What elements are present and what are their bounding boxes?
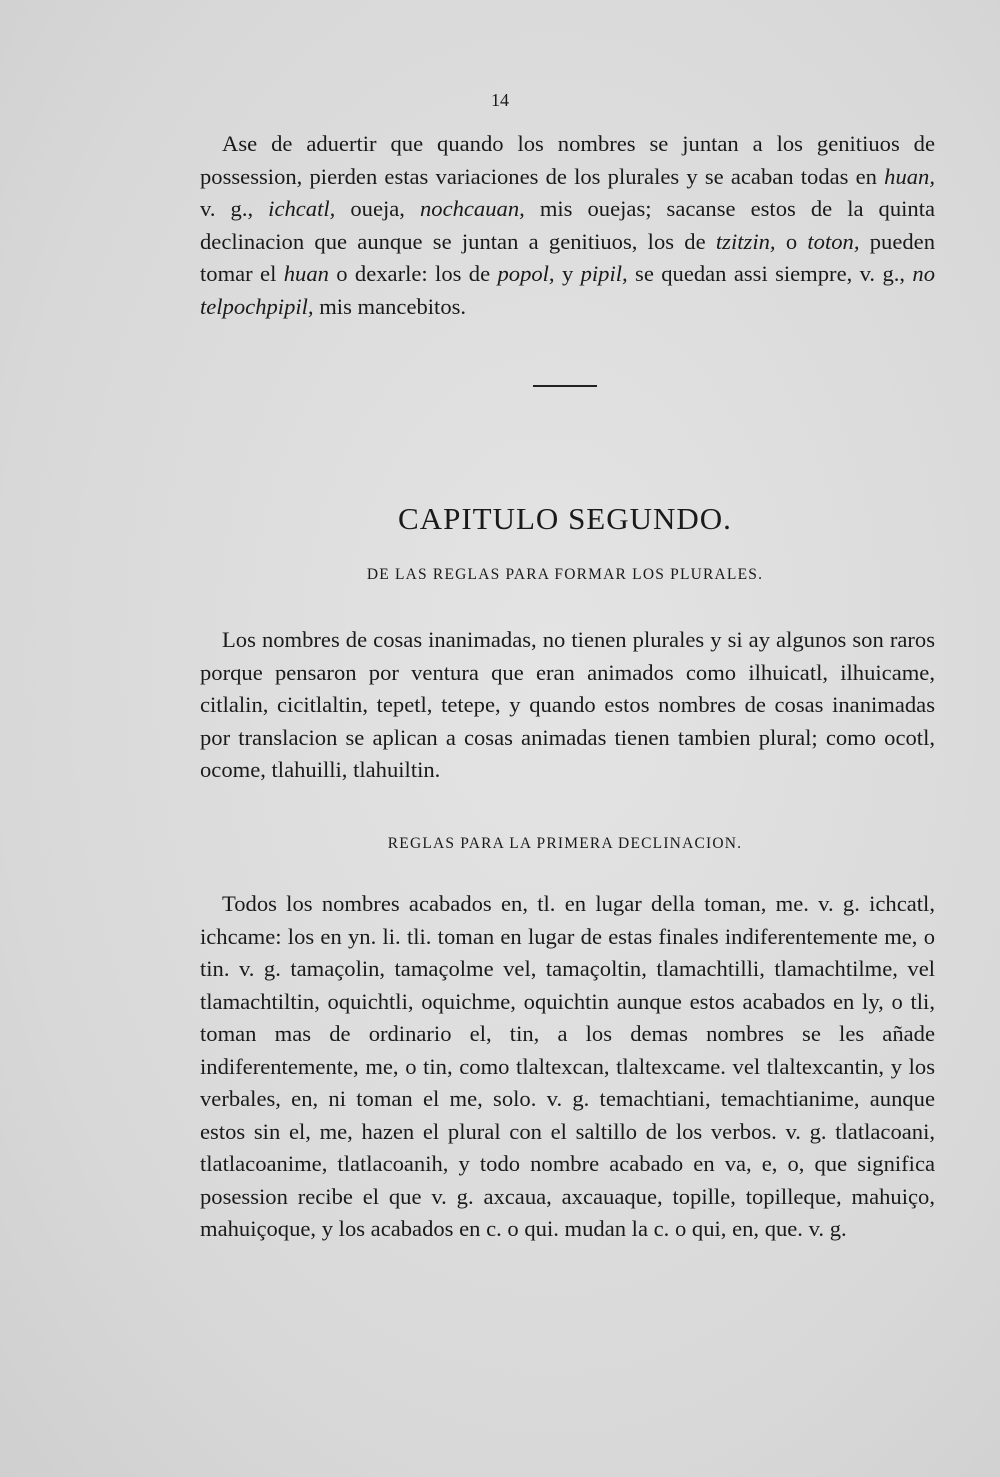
section-heading: REGLAS PARA LA PRIMERA DECLINACION. xyxy=(387,835,743,852)
italic-term: huan, xyxy=(884,163,935,189)
page-number: 14 xyxy=(491,90,509,110)
text-run: oueja, xyxy=(335,196,420,221)
italic-term: toton, xyxy=(807,228,860,254)
text-run: y xyxy=(554,261,581,286)
italic-term: huan xyxy=(283,261,329,286)
italic-term: nochcauan, xyxy=(419,196,525,221)
text-run: v. g., xyxy=(200,196,269,221)
chapter-subtitle: DE LAS REGLAS PARA FORMAR LOS PLURALES. xyxy=(366,566,764,583)
italic-term: ichcatl, xyxy=(268,196,336,221)
text-run: pueden tomar el xyxy=(200,228,935,286)
intro-text xyxy=(200,128,935,323)
text-run: mis mancebitos. xyxy=(313,293,467,319)
italic-term: tzitzin, xyxy=(715,228,776,254)
chapter-title: CAPITULO SEGUNDO. xyxy=(398,501,732,536)
text-run: o dexarle: los de xyxy=(328,261,498,286)
text-run: Ase de aduertir que quando los nombres se juntan a los genitiuos de possession, pierden estas variaciones de los plurales y se acaban todas en xyxy=(200,131,935,189)
paragraph-text: Los nombres de cosas inanimadas, no tienen plurales y si ay algunos son raros porque pensaron por ventura que eran animados como ilhuicatl, ilhuicame, citlalin, cicitlaltin, tepetl, tetepe, y quando estos nombres de cosas inanimadas por translacion se aplican a cosas animadas tienen tambien plural; como ocotl, ocome, tlahuilli, tlahuiltin. xyxy=(200,627,935,782)
italic-term: popol, xyxy=(497,261,555,286)
body-paragraph-1 xyxy=(200,624,935,787)
text-run: mis ouejas; sacanse estos de la quinta declinacion que aunque se juntan a genitiuos, los de xyxy=(200,196,936,254)
italic-term: pipil, xyxy=(580,261,628,286)
text-run: se quedan assi siempre, v. g., xyxy=(627,261,913,286)
intro-paragraph xyxy=(200,128,935,323)
text-run: o xyxy=(775,228,808,254)
body-paragraph-2 xyxy=(200,888,935,1246)
section-divider xyxy=(533,385,597,387)
paragraph-text: Todos los nombres acabados en, tl. en lugar della toman, me. v. g. ichcatl, ichcame: los en yn. li. tli. toman en lugar de estas finales indiferentemente me, o tin. v. g. tamaçolin, tamaçolme vel, tamaçoltin, tlamachtilli, tlamachtilme, vel tlamachtiltin, oquichtli, oquichme, oquichtin aunque estos acabados en ly, o tli, toman mas de ordinario el, tin, a los demas nombres se les añade indiferentemente, me, o tin, como tlaltexcan, tlaltexcame. vel tlaltexcantin, y los verbales, en, ni toman el me, solo. v. g. temachtiani, temachtianime, aunque estos sin el, me, hazen el plural con el saltillo de los verbos. v. g. tlatlacoani, tlatlacoanime, tlatlacoanih, y todo nombre acabado en va, e, o, que significa posession recibe el que v. g. axcaua, axcauaque, topille, topilleque, mahuiço, mahuiçoque, y los acabados en c. o qui. mudan la c. o qui, en, que. v. g. xyxy=(200,891,935,1241)
italic-term: no telpochpipil, xyxy=(200,261,935,319)
